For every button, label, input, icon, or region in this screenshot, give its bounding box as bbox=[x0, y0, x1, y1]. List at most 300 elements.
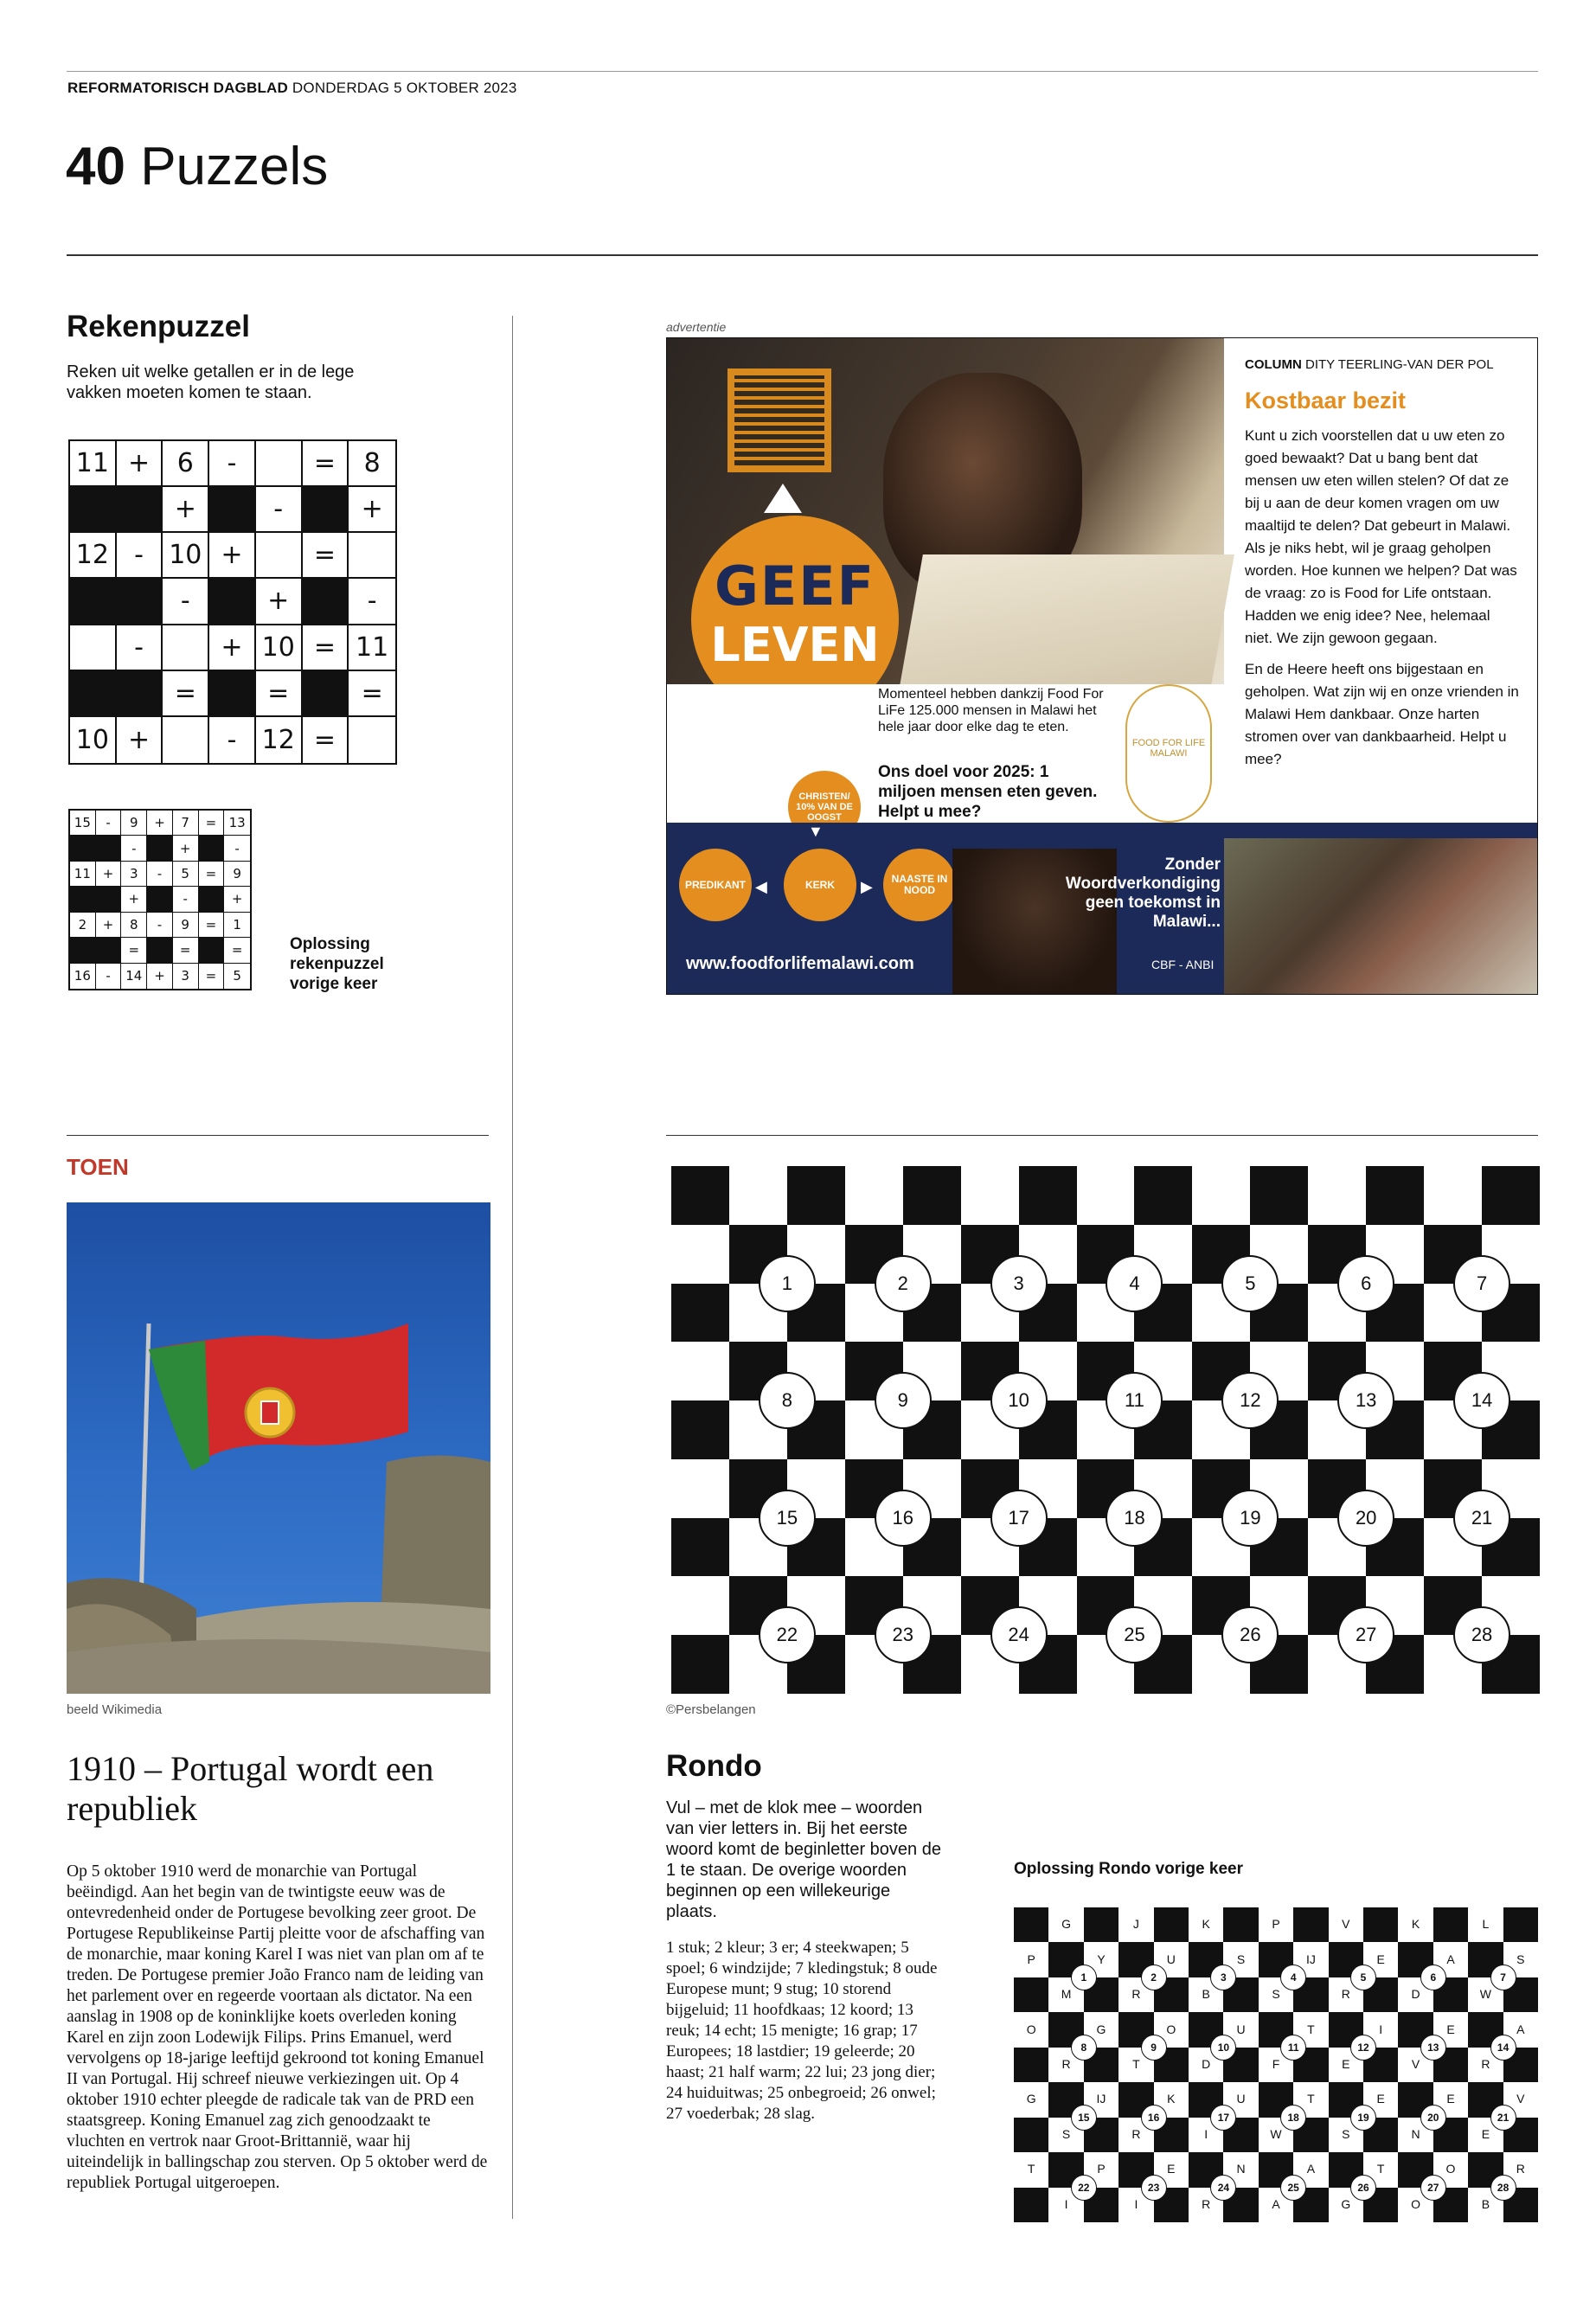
solution-square bbox=[1014, 2048, 1049, 2083]
solution-number-circle: 16 bbox=[1141, 2105, 1167, 2131]
puzzle-cell: - bbox=[209, 717, 256, 763]
rondo-square bbox=[671, 1166, 729, 1225]
puzzle-cell: + bbox=[96, 862, 122, 887]
puzzle-cell: + bbox=[117, 441, 163, 487]
rondo-square[interactable] bbox=[671, 1459, 729, 1518]
flag-illustration bbox=[67, 1202, 490, 1694]
rondo-number-circle: 5 bbox=[1221, 1255, 1279, 1312]
solution-number-circle: 18 bbox=[1280, 2105, 1306, 2131]
ad-website-link[interactable]: www.foodforlifemalawi.com bbox=[686, 954, 914, 973]
rondo-rule bbox=[666, 1135, 1538, 1136]
solution-square bbox=[1363, 1907, 1399, 1943]
black-cell bbox=[117, 579, 163, 625]
puzzle-cell: - bbox=[209, 441, 256, 487]
black-cell bbox=[70, 671, 117, 717]
solution-letter: K bbox=[1202, 1917, 1210, 1932]
rondo-number-circle: 23 bbox=[875, 1606, 932, 1663]
puzzle-cell: + bbox=[349, 487, 395, 533]
portugal-flag-photo bbox=[67, 1202, 490, 1694]
solution-number-circle: 20 bbox=[1420, 2105, 1446, 2131]
rondo-number-circle: 28 bbox=[1453, 1606, 1510, 1663]
solution-letter: P bbox=[1097, 2162, 1106, 2176]
solution-letter: T bbox=[1376, 2162, 1385, 2176]
rondo-number-circle: 20 bbox=[1337, 1490, 1394, 1547]
rondo-number-circle: 6 bbox=[1337, 1255, 1394, 1312]
solution-number-circle: 12 bbox=[1350, 2035, 1376, 2061]
solution-letter: G bbox=[1341, 2196, 1351, 2211]
puzzle-cell: 7 bbox=[173, 811, 199, 836]
solution-number-circle: 5 bbox=[1350, 1965, 1376, 1990]
rondo-square bbox=[1019, 1166, 1077, 1225]
solution-number-circle: 24 bbox=[1210, 2175, 1236, 2201]
rekenpuzzel-solution-label: Oplossing rekenpuzzel vorige keer bbox=[290, 935, 384, 993]
solution-square bbox=[1293, 1907, 1329, 1943]
rondo-square bbox=[671, 1284, 729, 1343]
solution-letter: G bbox=[1096, 2022, 1106, 2036]
black-cell bbox=[70, 887, 96, 912]
solution-number-circle: 26 bbox=[1350, 2175, 1376, 2201]
black-cell bbox=[70, 487, 117, 533]
solution-letter: O bbox=[1026, 2022, 1036, 2036]
rondo-solution-label: Oplossing Rondo vorige keer bbox=[1014, 1860, 1243, 1878]
solution-letter: M bbox=[1061, 1987, 1072, 2002]
solution-letter: N bbox=[1236, 2162, 1246, 2176]
solution-letter: V bbox=[1516, 2092, 1525, 2106]
solution-letter: O bbox=[1411, 2196, 1421, 2211]
puzzle-cell[interactable] bbox=[163, 717, 209, 763]
solution-letter: U bbox=[1236, 2092, 1246, 2106]
rondo-square[interactable] bbox=[671, 1342, 729, 1400]
puzzle-cell: 14 bbox=[121, 964, 147, 989]
black-cell bbox=[70, 579, 117, 625]
rondo-number-circle: 18 bbox=[1106, 1490, 1163, 1547]
puzzle-cell: + bbox=[173, 836, 199, 861]
rondo-number-circle: 2 bbox=[875, 1255, 932, 1312]
solution-letter: W bbox=[1270, 2126, 1282, 2141]
page-title bbox=[66, 137, 329, 196]
rondo-number-circle: 10 bbox=[990, 1372, 1048, 1429]
rondo-number-circle: 15 bbox=[759, 1490, 816, 1547]
solution-letter: E bbox=[1446, 2092, 1455, 2106]
toen-kicker: TOEN bbox=[67, 1154, 129, 1180]
puzzle-cell: + bbox=[163, 487, 209, 533]
black-cell bbox=[147, 938, 173, 963]
black-cell bbox=[209, 579, 256, 625]
rondo-square[interactable] bbox=[1192, 1166, 1250, 1225]
rondo-square[interactable] bbox=[671, 1576, 729, 1635]
puzzle-cell: = bbox=[256, 671, 303, 717]
circle-kerk: KERK bbox=[784, 849, 856, 921]
solution-letter: S bbox=[1342, 2126, 1350, 2141]
solution-number-circle: 27 bbox=[1420, 2175, 1446, 2201]
black-cell bbox=[209, 671, 256, 717]
solution-letter: W bbox=[1479, 1987, 1491, 2002]
column-title: Kostbaar bezit bbox=[1245, 388, 1407, 413]
solution-number-circle: 28 bbox=[1490, 2175, 1516, 2201]
puzzle-cell: = bbox=[121, 938, 147, 963]
puzzle-cell: 3 bbox=[173, 964, 199, 989]
black-cell bbox=[96, 887, 122, 912]
puzzle-cell: - bbox=[117, 625, 163, 671]
solution-letter: A bbox=[1446, 1952, 1455, 1966]
puzzle-cell: - bbox=[117, 533, 163, 579]
puzzle-cell: = bbox=[224, 938, 250, 963]
rondo-number-circle: 7 bbox=[1453, 1255, 1510, 1312]
solution-number-circle: 15 bbox=[1071, 2105, 1097, 2131]
rondo-title: Rondo bbox=[666, 1749, 762, 1783]
puzzle-cell: - bbox=[121, 836, 147, 861]
puzzle-cell: + bbox=[121, 887, 147, 912]
solution-number-circle: 10 bbox=[1210, 2035, 1236, 2061]
solution-number-circle: 2 bbox=[1141, 1965, 1167, 1990]
puzzle-cell: - bbox=[173, 887, 199, 912]
puzzle-cell: - bbox=[96, 811, 122, 836]
black-cell bbox=[303, 579, 349, 625]
solution-letter: B bbox=[1481, 2196, 1490, 2211]
top-rule bbox=[67, 71, 1538, 72]
rondo-square bbox=[671, 1400, 729, 1459]
ad-goal: Ons doel voor 2025: 1 miljoen mensen eten geven. Helpt u mee? bbox=[878, 763, 1098, 821]
column-text bbox=[1245, 357, 1522, 771]
solution-letter: L bbox=[1482, 1917, 1490, 1932]
puzzle-cell: 8 bbox=[349, 441, 395, 487]
circle-predikant: PREDIKANT bbox=[679, 849, 752, 921]
rekenpuzzel-solution-grid bbox=[68, 809, 252, 990]
solution-square bbox=[1433, 1907, 1469, 1943]
puzzle-cell: = bbox=[173, 938, 199, 963]
puzzle-cell: - bbox=[96, 964, 122, 989]
black-cell bbox=[147, 887, 173, 912]
solution-letter: E bbox=[1342, 2057, 1350, 2071]
ad-body: Momenteel hebben dankzij Food For LiFe 125.000 mensen in Malawi het hele jaar door elke dag te eten. bbox=[878, 687, 1104, 734]
solution-square bbox=[1223, 1907, 1259, 1943]
puzzle-cell[interactable] bbox=[349, 717, 395, 763]
solution-number-circle: 7 bbox=[1490, 1965, 1516, 1990]
solution-letter: I bbox=[1204, 2126, 1208, 2141]
solution-number-circle: 9 bbox=[1141, 2035, 1167, 2061]
arrow-down-icon: ▼ bbox=[808, 823, 824, 840]
black-cell bbox=[199, 836, 225, 861]
solution-letter: R bbox=[1341, 1987, 1350, 2002]
rondo-square[interactable] bbox=[1424, 1166, 1482, 1225]
rondo-grid bbox=[671, 1166, 1540, 1694]
solution-letter: G bbox=[1026, 2092, 1036, 2106]
rondo-number-circle: 24 bbox=[990, 1606, 1048, 1663]
puzzle-cell: 8 bbox=[121, 913, 147, 938]
puzzle-cell: = bbox=[303, 533, 349, 579]
solution-letter: B bbox=[1202, 1987, 1210, 2002]
rondo-instruction: Vul – met de klok mee – woorden van vier letters in. Bij het eerste woord komt de beginletter boven de 1 te staan. De overige woorden beginnen op een willekeurige plaats. bbox=[666, 1798, 941, 1921]
solution-letter: R bbox=[1516, 2162, 1525, 2176]
puzzle-cell: - bbox=[147, 862, 173, 887]
solution-square bbox=[1014, 1977, 1049, 2013]
rondo-square[interactable] bbox=[1308, 1166, 1366, 1225]
rondo-number-circle: 3 bbox=[990, 1255, 1048, 1312]
toen-rule bbox=[67, 1135, 489, 1136]
rondo-square bbox=[1250, 1166, 1308, 1225]
solution-letter: A bbox=[1306, 2162, 1316, 2176]
rondo-number-circle: 12 bbox=[1221, 1372, 1279, 1429]
solution-letter: O bbox=[1166, 2022, 1176, 2036]
rondo-number-circle: 1 bbox=[759, 1255, 816, 1312]
solution-number-circle: 13 bbox=[1420, 2035, 1446, 2061]
rondo-square[interactable] bbox=[845, 1166, 903, 1225]
solution-letter: V bbox=[1342, 1917, 1350, 1932]
puzzle-cell: 9 bbox=[224, 862, 250, 887]
circle-christen: CHRISTEN/ 10% VAN DE OOGST bbox=[788, 771, 861, 843]
black-cell bbox=[96, 938, 122, 963]
rondo-square bbox=[671, 1518, 729, 1577]
solution-square bbox=[1503, 1907, 1539, 1943]
puzzle-cell: 9 bbox=[121, 811, 147, 836]
rondo-number-circle: 14 bbox=[1453, 1372, 1510, 1429]
solution-letter: I bbox=[1379, 2022, 1383, 2036]
solution-letter: T bbox=[1132, 2057, 1140, 2071]
solution-number-circle: 1 bbox=[1071, 1965, 1097, 1990]
issue-date: DONDERDAG 5 OKTOBER 2023 bbox=[292, 80, 517, 96]
solution-letter: E bbox=[1481, 2126, 1490, 2141]
solution-letter: S bbox=[1516, 1952, 1525, 1966]
solution-letter: R bbox=[1481, 2057, 1490, 2071]
puzzle-cell: + bbox=[147, 811, 173, 836]
solution-letter: T bbox=[1307, 2092, 1315, 2106]
puzzle-cell: + bbox=[117, 717, 163, 763]
puzzle-cell: 1 bbox=[224, 913, 250, 938]
solution-letter: V bbox=[1411, 2057, 1420, 2071]
solution-letter: R bbox=[1131, 2126, 1141, 2141]
rondo-number-circle: 16 bbox=[875, 1490, 932, 1547]
malawi-photo bbox=[1224, 838, 1538, 995]
puzzle-cell[interactable] bbox=[256, 533, 303, 579]
solution-letter: I bbox=[1064, 2196, 1068, 2211]
solution-letter: U bbox=[1236, 2022, 1246, 2036]
solution-letter: O bbox=[1445, 2162, 1456, 2176]
rondo-solution-grid bbox=[1014, 1907, 1538, 2222]
page-number: 40 bbox=[66, 137, 125, 196]
puzzle-cell: - bbox=[224, 836, 250, 861]
solution-letter: E bbox=[1167, 2162, 1176, 2176]
solution-letter: F bbox=[1272, 2057, 1280, 2071]
puzzle-cell: 9 bbox=[173, 913, 199, 938]
column-paragraph-1: Kunt u zich voorstellen dat u uw eten zo goed bewaakt? Dat u bang bent dat mensen uw eten willen stelen? Of dat ze bij u aan de deur komen vragen om uw maaltijd te delen? Dat gebeurt in Malawi. Als je niks hebt, wil je graag geholpen worden. Hoe kunnen we helpen? Dat was de vraag: zo is Food for Life ontstaan. Hadden we enig idee? Nee, helemaal niet. We zijn gewoon gegaan. bbox=[1245, 427, 1517, 646]
solution-number-circle: 14 bbox=[1490, 2035, 1516, 2061]
black-cell bbox=[70, 836, 96, 861]
solution-square bbox=[1154, 1907, 1189, 1943]
solution-number-circle: 22 bbox=[1071, 2175, 1097, 2201]
puzzle-cell: = bbox=[303, 625, 349, 671]
column-label: COLUMN bbox=[1245, 357, 1302, 372]
puzzle-cell[interactable] bbox=[70, 625, 117, 671]
rondo-square bbox=[1366, 1166, 1424, 1225]
solution-letter: E bbox=[1376, 1952, 1385, 1966]
puzzle-cell: 15 bbox=[70, 811, 96, 836]
rondo-square[interactable] bbox=[671, 1225, 729, 1284]
rondo-number-circle: 21 bbox=[1453, 1490, 1510, 1547]
rondo-square bbox=[671, 1635, 729, 1694]
rondo-number-circle: 22 bbox=[759, 1606, 816, 1663]
solution-number-circle: 21 bbox=[1490, 2105, 1516, 2131]
rondo-square bbox=[903, 1166, 961, 1225]
solution-letter: P bbox=[1027, 1952, 1035, 1966]
solution-letter: S bbox=[1272, 1987, 1280, 2002]
solution-letter: G bbox=[1061, 1917, 1072, 1932]
puzzle-cell: = bbox=[163, 671, 209, 717]
puzzle-cell: 11 bbox=[70, 862, 96, 887]
rondo-number-circle: 19 bbox=[1221, 1490, 1279, 1547]
paper-name: REFORMATORISCH DAGBLAD bbox=[67, 80, 288, 96]
black-cell bbox=[96, 836, 122, 861]
puzzle-cell: = bbox=[349, 671, 395, 717]
solution-letter: A bbox=[1516, 2022, 1525, 2036]
ad-tagline: Zonder Woordverkondiging geen toekomst in Malawi... bbox=[1065, 856, 1221, 931]
solution-letter: D bbox=[1411, 1987, 1420, 2002]
solution-number-circle: 6 bbox=[1420, 1965, 1446, 1990]
puzzle-cell: 6 bbox=[163, 441, 209, 487]
rondo-number-circle: 13 bbox=[1337, 1372, 1394, 1429]
solution-letter: I bbox=[1134, 2196, 1138, 2211]
rondo-square bbox=[1482, 1166, 1540, 1225]
puzzle-cell: 5 bbox=[173, 862, 199, 887]
solution-number-circle: 23 bbox=[1141, 2175, 1167, 2201]
puzzle-cell: - bbox=[256, 487, 303, 533]
column-paragraph-2: En de Heere heeft ons bijgestaan en geholpen. Wat zijn wij en onze vrienden in Malawi Hem dankbaar. Onze harten stromen over van dankbaarheid. Helpt u mee? bbox=[1245, 661, 1519, 767]
solution-letter: IJ bbox=[1305, 1952, 1316, 1966]
puzzle-cell: + bbox=[256, 579, 303, 625]
black-cell bbox=[117, 487, 163, 533]
rondo-credit: ©Persbelangen bbox=[666, 1702, 756, 1717]
column-divider bbox=[512, 316, 513, 2219]
rekenpuzzel-instruction: Reken uit welke getallen er in de lege vakken moeten komen te staan. bbox=[67, 362, 355, 402]
solution-letter: N bbox=[1411, 2126, 1420, 2141]
puzzle-cell: - bbox=[147, 913, 173, 938]
solution-letter: D bbox=[1202, 2057, 1211, 2071]
solution-letter: P bbox=[1272, 1917, 1280, 1932]
black-cell bbox=[147, 836, 173, 861]
rondo-square[interactable] bbox=[729, 1166, 787, 1225]
masthead bbox=[67, 80, 517, 97]
puzzle-cell: 3 bbox=[121, 862, 147, 887]
rondo-clues: 1 stuk; 2 kleur; 3 er; 4 steekwapen; 5 spoel; 6 windzijde; 7 kledingstuk; 8 oude Europese munt; 9 stug; 10 storend bijgeluid; 11 hoofdkaas; 12 koord; 13 reuk; 14 echt; 15 menigte; 16 grap; 17 Europees; 18 lastdier; 19 geleerde; 20 haast; 21 half warm; 22 lui; 23 jong dier; 24 huiduitwas; 25 onbegroeid; 26 onwel; 27 voederbak; 28 slag. bbox=[666, 1939, 938, 2123]
puzzle-cell: = bbox=[303, 717, 349, 763]
solution-letter: R bbox=[1202, 2196, 1211, 2211]
toen-body: Op 5 oktober 1910 werd de monarchie van Portugal beëindigd. Aan het begin van de twintigste eeuw was de ontevredenheid onder de Portugese bevolking zeer groot. De Portugese Republikeinse Partij pleitte voor de afschaffing van de monarchie, maar koning Karel I was niet van plan om af te treden. De Portugese premier João Franco nam de leiding van het parlement over en regeerde voortaan als dictator. Na een aanslag in 1908 op de koninklijke koets overleden koning Karel en zijn zoon Lodewijk Filips. Prins Emanuel, werd vervolgens op 18-jarige leeftijd gekroond tot koning Emanuel II van Portugal. Hij schreef nieuwe verkiezingen uit. Op 4 oktober 1910 echter pleegde de radicale tak van de PRD een staatsgreep. Koning Emanuel zag zich genoodzaakt te vluchten en vertrok naar Groot-Brittannië, waar hij uiteindelijk in ballingschap zou sterven. Op 5 oktober werd de republiek Portugal uitgeroepen. bbox=[67, 1862, 488, 2192]
puzzle-cell: - bbox=[163, 579, 209, 625]
puzzle-cell: 16 bbox=[70, 964, 96, 989]
black-cell bbox=[209, 487, 256, 533]
advertisement bbox=[666, 337, 1538, 995]
puzzle-cell: 5 bbox=[224, 964, 250, 989]
puzzle-cell[interactable] bbox=[256, 441, 303, 487]
rondo-number-circle: 25 bbox=[1106, 1606, 1163, 1663]
solution-number-circle: 25 bbox=[1280, 2175, 1306, 2201]
puzzle-cell: - bbox=[349, 579, 395, 625]
solution-letter: U bbox=[1166, 1952, 1176, 1966]
rondo-number-circle: 17 bbox=[990, 1490, 1048, 1547]
solution-letter: S bbox=[1061, 2126, 1071, 2141]
puzzle-cell: + bbox=[209, 533, 256, 579]
solution-letter: J bbox=[1132, 1917, 1139, 1932]
qr-code-icon[interactable] bbox=[727, 369, 831, 472]
solution-square bbox=[1084, 1907, 1119, 1943]
solution-square bbox=[1014, 2188, 1049, 2223]
solution-number-circle: 17 bbox=[1210, 2105, 1236, 2131]
puzzle-cell: = bbox=[199, 913, 225, 938]
solution-number-circle: 19 bbox=[1350, 2105, 1376, 2131]
rondo-square[interactable] bbox=[961, 1166, 1019, 1225]
solution-letter: IJ bbox=[1096, 2092, 1106, 2106]
puzzle-cell: = bbox=[199, 964, 225, 989]
rondo-number-circle: 27 bbox=[1337, 1606, 1394, 1663]
solution-letter: K bbox=[1411, 1917, 1420, 1932]
solution-letter: E bbox=[1376, 2092, 1385, 2106]
rondo-number-circle: 11 bbox=[1106, 1372, 1163, 1429]
puzzle-cell[interactable] bbox=[349, 533, 395, 579]
solution-letter: Y bbox=[1097, 1952, 1106, 1966]
puzzle-cell: + bbox=[209, 625, 256, 671]
puzzle-cell: + bbox=[96, 913, 122, 938]
solution-letter: R bbox=[1131, 1987, 1141, 2002]
puzzle-cell: 2 bbox=[70, 913, 96, 938]
solution-square bbox=[1014, 2118, 1049, 2153]
puzzle-cell: = bbox=[303, 441, 349, 487]
section-name: Puzzels bbox=[140, 137, 329, 196]
advert-label: advertentie bbox=[666, 320, 727, 334]
rekenpuzzel-grid bbox=[68, 439, 397, 765]
puzzle-cell: 10 bbox=[163, 533, 209, 579]
puzzle-cell: 10 bbox=[70, 717, 117, 763]
food-for-life-logo: FOOD FOR LIFE MALAWI bbox=[1125, 684, 1212, 823]
puzzle-cell: + bbox=[224, 887, 250, 912]
puzzle-cell: 11 bbox=[349, 625, 395, 671]
rondo-square[interactable] bbox=[1077, 1166, 1135, 1225]
black-cell bbox=[303, 487, 349, 533]
solution-number-circle: 8 bbox=[1071, 2035, 1097, 2061]
photo-credit: beeld Wikimedia bbox=[67, 1702, 163, 1717]
solution-number-circle: 4 bbox=[1280, 1965, 1306, 1990]
solution-letter: E bbox=[1446, 2022, 1455, 2036]
rondo-number-circle: 9 bbox=[875, 1372, 932, 1429]
rondo-number-circle: 26 bbox=[1221, 1606, 1279, 1663]
solution-number-circle: 11 bbox=[1280, 2035, 1306, 2061]
black-cell bbox=[303, 671, 349, 717]
puzzle-cell: 12 bbox=[70, 533, 117, 579]
solution-letter: S bbox=[1236, 1952, 1246, 1966]
header-rule bbox=[67, 254, 1538, 256]
black-cell bbox=[70, 938, 96, 963]
puzzle-cell[interactable] bbox=[163, 625, 209, 671]
puzzle-cell: 11 bbox=[70, 441, 117, 487]
slogan-line2: LEVEN bbox=[710, 618, 880, 672]
solution-square bbox=[1014, 1907, 1049, 1943]
solution-letter: T bbox=[1307, 2022, 1315, 2036]
column-author: DITY TEERLING-VAN DER POL bbox=[1305, 357, 1494, 372]
circle-naaste: NAASTE IN NOOD bbox=[883, 849, 956, 921]
rondo-square bbox=[787, 1166, 845, 1225]
puzzle-cell: 13 bbox=[224, 811, 250, 836]
toen-headline: 1910 – Portugal wordt een republiek bbox=[67, 1749, 434, 1828]
rondo-number-circle: 4 bbox=[1106, 1255, 1163, 1312]
rondo-number-circle: 8 bbox=[759, 1372, 816, 1429]
solution-letter: K bbox=[1167, 2092, 1176, 2106]
rekenpuzzel-title: Rekenpuzzel bbox=[67, 310, 250, 343]
rondo-square bbox=[1134, 1166, 1192, 1225]
solution-number-circle: 3 bbox=[1210, 1965, 1236, 1990]
arrow-up-icon bbox=[764, 484, 802, 513]
puzzle-cell: 10 bbox=[256, 625, 303, 671]
black-cell bbox=[117, 671, 163, 717]
solution-letter: A bbox=[1272, 2196, 1280, 2211]
black-cell bbox=[199, 938, 225, 963]
